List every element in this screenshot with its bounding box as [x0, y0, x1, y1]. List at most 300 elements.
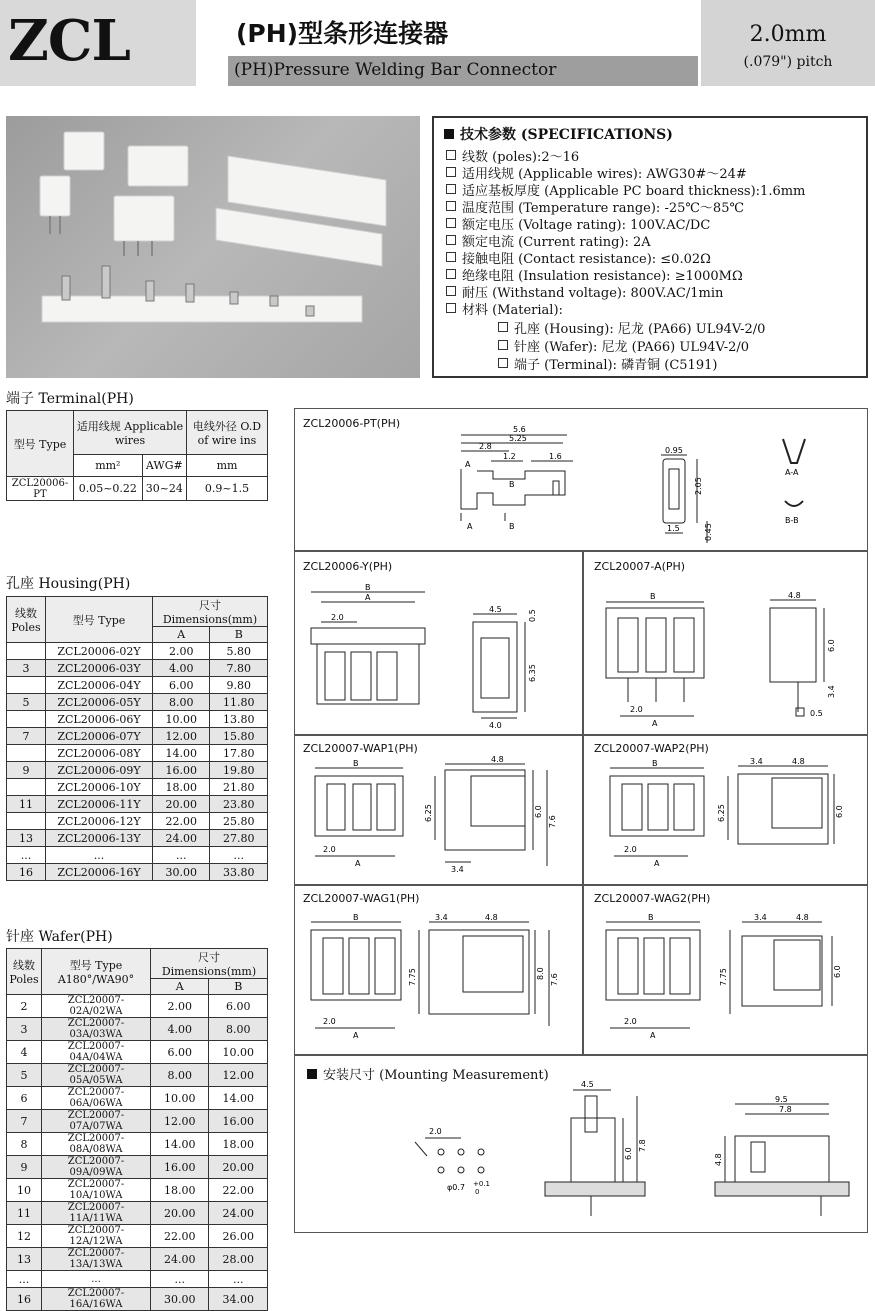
terminal-row-awg: 30~24 — [142, 477, 186, 501]
table-cell-a: 14.00 — [153, 745, 210, 762]
table-cell-a: 8.00 — [153, 694, 210, 711]
table-cell-poles: 9 — [7, 1156, 42, 1179]
dim-label: 2.0 — [624, 1017, 637, 1026]
table-cell-b: 21.80 — [210, 779, 268, 796]
dim-label: 6.0 — [624, 1147, 633, 1160]
table-cell-poles: 10 — [7, 1179, 42, 1202]
terminal-unit-awg: AWG# — [142, 455, 186, 477]
housing-col-b: B — [210, 627, 268, 643]
table-cell-type: ZCL20007-11A/11WA — [42, 1202, 151, 1225]
table-cell-poles: 13 — [7, 830, 46, 847]
table-row — [7, 1179, 268, 1202]
terminal-drawing — [295, 409, 867, 550]
drawing-terminal-pt — [294, 408, 868, 551]
drawing-title: ZCL20007-WAG1(PH) — [303, 892, 420, 905]
housing-col-type: 型号 Type — [46, 597, 153, 643]
material-line — [498, 336, 749, 355]
checkbox-square-icon — [446, 150, 456, 160]
housing-drawing — [295, 552, 582, 734]
table-cell-poles: 11 — [7, 1202, 42, 1225]
table-row — [7, 1087, 268, 1110]
dim-label: 8.0 — [536, 967, 545, 980]
table-cell-b: 20.00 — [209, 1156, 268, 1179]
table-cell-poles: 7 — [7, 728, 46, 745]
table-cell-a: 20.00 — [153, 796, 210, 813]
table-cell-poles — [7, 677, 46, 694]
table-cell-a: 30.00 — [151, 1288, 209, 1311]
table-cell-b: 25.80 — [210, 813, 268, 830]
table-cell-a: 24.00 — [153, 830, 210, 847]
mounting-heading-text: 安装尺寸 (Mounting Measurement) — [323, 1068, 549, 1083]
material-text: 针座 (Wafer): 尼龙 (PA66) UL94V-2/0 — [514, 340, 750, 355]
table-cell-type: ZCL20006-09Y — [46, 762, 153, 779]
terminal-unit-mm2: mm² — [74, 455, 143, 477]
table-cell-type: ZCL20007-03A/03WA — [42, 1018, 151, 1041]
table-row — [7, 1110, 268, 1133]
table-cell-poles: 4 — [7, 1041, 42, 1064]
drawing-title: ZCL20006-PT(PH) — [303, 417, 401, 430]
table-cell-poles — [7, 643, 46, 660]
spec-text: 材料 (Material): — [462, 303, 563, 318]
checkbox-square-icon — [498, 340, 508, 350]
checkbox-square-icon — [446, 201, 456, 211]
housing-col-a: A — [153, 627, 210, 643]
table-cell-poles: 3 — [7, 1018, 42, 1041]
drawing-housing-y — [294, 551, 583, 735]
dim-label: 5.6 — [513, 425, 526, 434]
table-cell-poles: 5 — [7, 694, 46, 711]
dim-label: 4.5 — [581, 1080, 594, 1089]
terminal-unit-mm: mm — [187, 455, 268, 477]
table-cell-poles: ... — [7, 1271, 42, 1288]
table-cell-type: ZCL20007-08A/08WA — [42, 1133, 151, 1156]
dim-label: A — [654, 859, 660, 868]
drawing-title: ZCL20007-WAG2(PH) — [594, 892, 711, 905]
material-text: 端子 (Terminal): 磷青铜 (C5191) — [514, 358, 718, 373]
dim-label: 3.4 — [750, 757, 763, 766]
section-label: A-A — [785, 468, 799, 477]
dim-label: 4.5 — [489, 605, 502, 614]
table-row — [7, 1018, 268, 1041]
table-cell-a: 16.00 — [151, 1156, 209, 1179]
dim-label: 7.6 — [548, 815, 557, 828]
table-row — [7, 1064, 268, 1087]
table-cell-type: ZCL20006-12Y — [46, 813, 153, 830]
dim-label: 3.4 — [827, 685, 836, 698]
table-row — [7, 1202, 268, 1225]
wafer-wap2-drawing — [584, 736, 867, 884]
table-cell-a: 10.00 — [153, 711, 210, 728]
table-row — [7, 813, 268, 830]
table-cell-a: 2.00 — [153, 643, 210, 660]
dim-label: B — [648, 913, 654, 922]
table-cell-poles: 8 — [7, 1133, 42, 1156]
terminal-col-wire: 适用线规 Applicable wires — [74, 411, 187, 455]
mounting-drawing — [295, 1056, 867, 1232]
dim-label: 9.5 — [775, 1095, 788, 1104]
table-cell-poles: 12 — [7, 1225, 42, 1248]
table-cell-poles: 13 — [7, 1248, 42, 1271]
table-row — [7, 1133, 268, 1156]
table-cell-a: ... — [153, 847, 210, 864]
table-cell-poles: 3 — [7, 660, 46, 677]
dim-label: 2.0 — [624, 845, 637, 854]
table-cell-b: 22.00 — [209, 1179, 268, 1202]
table-cell-type: ... — [42, 1271, 151, 1288]
table-cell-type: ZCL20006-03Y — [46, 660, 153, 677]
table-cell-a: 12.00 — [153, 728, 210, 745]
spec-text: 适用线规 (Applicable wires): AWG30#～24# — [462, 167, 747, 182]
spec-text: 额定电流 (Current rating): 2A — [462, 235, 651, 250]
spec-text: 额定电压 (Voltage rating): 100V.AC/DC — [462, 218, 711, 233]
section-label: A — [467, 522, 473, 531]
table-cell-poles: 6 — [7, 1087, 42, 1110]
table-cell-b: 7.80 — [210, 660, 268, 677]
table-row — [7, 847, 268, 864]
table-cell-type: ... — [46, 847, 153, 864]
dim-label: 1.2 — [503, 452, 516, 461]
table-cell-a: 22.00 — [153, 813, 210, 830]
dim-label: 2.0 — [429, 1127, 442, 1136]
housing-col-dimensions: 尺寸 Dimensions(mm) — [153, 597, 268, 627]
dim-label: 6.0 — [827, 639, 836, 652]
terminal-col-od: 电线外径 O.D of wire ins — [187, 411, 268, 455]
checkbox-square-icon — [446, 269, 456, 279]
dim-label: 7.75 — [408, 968, 417, 986]
table-cell-b: 8.00 — [209, 1018, 268, 1041]
specifications-box — [432, 116, 868, 378]
table-cell-b: 5.80 — [210, 643, 268, 660]
dim-label: 0 — [475, 1188, 480, 1196]
dim-label: 0.5 — [528, 609, 537, 622]
table-cell-poles — [7, 745, 46, 762]
dim-label: 2.0 — [323, 845, 336, 854]
table-row — [7, 830, 268, 847]
table-cell-a: 22.00 — [151, 1225, 209, 1248]
table-row — [7, 762, 268, 779]
table-row — [7, 1041, 268, 1064]
wafer-col-poles: 线数 Poles — [7, 949, 42, 995]
table-cell-b: 13.80 — [210, 711, 268, 728]
specifications-heading-text: 技术参数 (SPECIFICATIONS) — [460, 127, 673, 143]
table-row — [7, 728, 268, 745]
table-cell-a: 16.00 — [153, 762, 210, 779]
dim-label: 4.8 — [714, 1153, 723, 1166]
dim-label: 7.8 — [779, 1105, 792, 1114]
table-cell-b: 17.80 — [210, 745, 268, 762]
dim-label: 2.0 — [323, 1017, 336, 1026]
table-cell-poles: 16 — [7, 864, 46, 881]
dim-label: A — [652, 719, 658, 728]
dim-label: 4.8 — [796, 913, 809, 922]
table-cell-type: ZCL20007-02A/02WA — [42, 995, 151, 1018]
table-row — [7, 796, 268, 813]
table-cell-type: ZCL20007-16A/16WA — [42, 1288, 151, 1311]
terminal-row-model: ZCL20006-PT — [7, 477, 74, 501]
table-row — [7, 1288, 268, 1311]
table-cell-b: 27.80 — [210, 830, 268, 847]
table-cell-type: ZCL20006-04Y — [46, 677, 153, 694]
table-cell-a: 8.00 — [151, 1064, 209, 1087]
housing-table — [6, 596, 268, 881]
table-cell-a: ... — [151, 1271, 209, 1288]
table-cell-a: 30.00 — [153, 864, 210, 881]
table-cell-a: 18.00 — [151, 1179, 209, 1202]
page-title-english: (PH)Pressure Welding Bar Connector — [234, 60, 557, 80]
table-cell-type: ZCL20006-06Y — [46, 711, 153, 728]
table-cell-a: 20.00 — [151, 1202, 209, 1225]
product-photo — [6, 116, 420, 378]
table-cell-b: 12.00 — [209, 1064, 268, 1087]
dim-label: 7.8 — [638, 1139, 647, 1152]
table-cell-type: ZCL20007-09A/09WA — [42, 1156, 151, 1179]
table-cell-type: ZCL20006-05Y — [46, 694, 153, 711]
wafer-table — [6, 948, 268, 1311]
table-cell-b: 26.00 — [209, 1225, 268, 1248]
table-cell-a: 6.00 — [151, 1041, 209, 1064]
dim-label: 6.0 — [534, 805, 543, 818]
drawing-wafer-wap1 — [294, 735, 583, 885]
material-line — [498, 354, 717, 373]
table-row — [7, 1271, 268, 1288]
table-cell-b: 19.80 — [210, 762, 268, 779]
dim-label: A — [650, 1031, 656, 1040]
dim-label: 6.0 — [833, 965, 842, 978]
pitch-inch: (.079") pitch — [743, 54, 833, 70]
dim-label: 3.4 — [451, 865, 464, 874]
dim-label: 0.95 — [665, 446, 683, 455]
dim-label: A — [355, 859, 361, 868]
table-cell-poles — [7, 813, 46, 830]
checkbox-square-icon — [446, 286, 456, 296]
spec-text: 适应基板厚度 (Applicable PC board thickness):1.6mm — [462, 184, 806, 199]
drawing-wafer-wag2 — [583, 885, 868, 1055]
specifications-heading — [444, 124, 673, 144]
table-cell-type: ZCL20007-13A/13WA — [42, 1248, 151, 1271]
pitch-mm: 2.0mm — [749, 22, 827, 47]
table-cell-a: 24.00 — [151, 1248, 209, 1271]
checkbox-square-icon — [446, 218, 456, 228]
table-cell-type: ZCL20007-07A/07WA — [42, 1110, 151, 1133]
table-row — [7, 1225, 268, 1248]
spec-text: 接触电阻 (Contact resistance): ≤0.02Ω — [462, 252, 711, 267]
dim-label: B — [353, 759, 359, 768]
drawing-wafer-a — [583, 551, 868, 735]
dim-label: +0.1 — [473, 1180, 490, 1188]
dim-label: B — [365, 583, 371, 592]
table-row — [7, 1248, 268, 1271]
section-label: B — [509, 480, 515, 489]
dim-label: 2.05 — [694, 477, 703, 495]
dim-label: 2.8 — [479, 442, 492, 451]
table-cell-a: 18.00 — [153, 779, 210, 796]
spec-text: 线数 (poles):2～16 — [462, 150, 580, 165]
table-cell-type: ZCL20007-10A/10WA — [42, 1179, 151, 1202]
table-row — [7, 660, 268, 677]
dim-label: 4.8 — [485, 913, 498, 922]
dim-label: φ0.7 — [447, 1183, 465, 1192]
table-cell-type: ZCL20006-02Y — [46, 643, 153, 660]
table-cell-b: 16.00 — [209, 1110, 268, 1133]
table-cell-type: ZCL20006-07Y — [46, 728, 153, 745]
table-cell-a: 4.00 — [151, 1018, 209, 1041]
wafer-col-b: B — [209, 979, 268, 995]
drawing-title: ZCL20007-WAP1(PH) — [303, 742, 418, 755]
wafer-col-dimensions: 尺寸 Dimensions(mm) — [151, 949, 268, 979]
dim-label: A — [365, 593, 371, 602]
table-cell-type: ZCL20006-08Y — [46, 745, 153, 762]
table-cell-type: ZCL20006-10Y — [46, 779, 153, 796]
terminal-table — [6, 410, 268, 501]
section-label: A — [465, 460, 471, 469]
wafer-col-a: A — [151, 979, 209, 995]
table-cell-type: ZCL20007-05A/05WA — [42, 1064, 151, 1087]
checkbox-square-icon — [498, 322, 508, 332]
drawing-wafer-wap2 — [583, 735, 868, 885]
table-cell-b: 11.80 — [210, 694, 268, 711]
table-cell-b: 23.80 — [210, 796, 268, 813]
checkbox-square-icon — [446, 167, 456, 177]
checkbox-square-icon — [446, 235, 456, 245]
drawing-title: ZCL20006-Y(PH) — [303, 560, 393, 573]
table-cell-a: 2.00 — [151, 995, 209, 1018]
table-cell-b: 24.00 — [209, 1202, 268, 1225]
table-cell-b: 10.00 — [209, 1041, 268, 1064]
terminal-row-mm2: 0.05~0.22 — [74, 477, 143, 501]
checkbox-square-icon — [446, 184, 456, 194]
table-cell-b: 33.80 — [210, 864, 268, 881]
wafer-wag1-drawing — [295, 886, 582, 1054]
table-cell-poles: 2 — [7, 995, 42, 1018]
table-cell-poles: 7 — [7, 1110, 42, 1133]
section-label: B-B — [785, 516, 799, 525]
wafer-a-drawing — [584, 552, 867, 734]
table-cell-type: ZCL20006-13Y — [46, 830, 153, 847]
drawing-mounting — [294, 1055, 868, 1233]
table-cell-b: 18.00 — [209, 1133, 268, 1156]
table-cell-type: ZCL20007-06A/06WA — [42, 1087, 151, 1110]
table-cell-poles — [7, 711, 46, 728]
table-cell-poles: ... — [7, 847, 46, 864]
table-row — [7, 643, 268, 660]
dim-label: 0.45 — [704, 523, 713, 541]
drawing-title: ZCL20007-WAP2(PH) — [594, 742, 709, 755]
table-row — [7, 995, 268, 1018]
table-cell-a: 4.00 — [153, 660, 210, 677]
dim-label: B — [353, 913, 359, 922]
table-row — [7, 779, 268, 796]
checkbox-square-icon — [446, 252, 456, 262]
dim-label: 6.25 — [717, 804, 726, 822]
dim-label: B — [652, 759, 658, 768]
checkbox-square-icon — [446, 303, 456, 313]
table-cell-type: ZCL20006-11Y — [46, 796, 153, 813]
dim-label: 5.25 — [509, 434, 527, 443]
dim-label: 6.35 — [528, 664, 537, 682]
dim-label: 4.8 — [491, 755, 504, 764]
dim-label: 2.0 — [331, 613, 344, 622]
dim-label: 0.5 — [810, 709, 823, 718]
table-row — [7, 694, 268, 711]
table-row — [7, 864, 268, 881]
dim-label: 6.0 — [835, 805, 844, 818]
product-photo-illustration — [6, 116, 420, 378]
table-cell-b: 9.80 — [210, 677, 268, 694]
table-cell-type: ZCL20007-12A/12WA — [42, 1225, 151, 1248]
dim-label: 2.0 — [630, 705, 643, 714]
table-row — [7, 711, 268, 728]
dim-label: 1.5 — [667, 524, 680, 533]
dim-label: B — [650, 592, 656, 601]
dim-label: 1.6 — [549, 452, 562, 461]
table-cell-b: 34.00 — [209, 1288, 268, 1311]
dim-label: 4.8 — [788, 591, 801, 600]
dim-label: 7.75 — [719, 968, 728, 986]
wafer-heading: 针座 Wafer(PH) — [6, 929, 113, 945]
dim-label: 4.0 — [489, 721, 502, 730]
material-text: 孔座 (Housing): 尼龙 (PA66) UL94V-2/0 — [514, 322, 766, 337]
terminal-heading: 端子 Terminal(PH) — [6, 391, 134, 407]
housing-col-poles: 线数 Poles — [7, 597, 46, 643]
spec-text: 耐压 (Withstand voltage): 800V.AC/1min — [462, 286, 724, 301]
table-cell-poles — [7, 779, 46, 796]
material-line — [498, 318, 765, 337]
spec-line — [446, 299, 563, 318]
table-cell-a: 10.00 — [151, 1087, 209, 1110]
table-cell-b: ... — [210, 847, 268, 864]
table-row — [7, 677, 268, 694]
section-label: B — [509, 522, 515, 531]
table-row — [7, 1156, 268, 1179]
drawing-wafer-wag1 — [294, 885, 583, 1055]
checkbox-square-icon — [498, 358, 508, 368]
table-cell-poles: 11 — [7, 796, 46, 813]
page-title-chinese: (PH)型条形连接器 — [236, 19, 449, 48]
dim-label: 3.4 — [435, 913, 448, 922]
bullet-square-icon — [444, 129, 454, 139]
dim-label: 6.25 — [424, 804, 433, 822]
table-cell-b: 14.00 — [209, 1087, 268, 1110]
company-logo: ZCL — [8, 8, 130, 74]
table-cell-poles: 9 — [7, 762, 46, 779]
table-cell-a: 14.00 — [151, 1133, 209, 1156]
wafer-wap1-drawing — [295, 736, 582, 884]
terminal-row-od: 0.9~1.5 — [187, 477, 268, 501]
table-cell-a: 6.00 — [153, 677, 210, 694]
dim-label: 3.4 — [754, 913, 767, 922]
dim-label: A — [353, 1031, 359, 1040]
table-cell-b: ... — [209, 1271, 268, 1288]
spec-text: 绝缘电阻 (Insulation resistance): ≥1000MΩ — [462, 269, 743, 284]
table-cell-b: 6.00 — [209, 995, 268, 1018]
drawing-title: ZCL20007-A(PH) — [594, 560, 686, 573]
dim-label: 4.8 — [792, 757, 805, 766]
table-cell-poles: 5 — [7, 1064, 42, 1087]
table-cell-b: 28.00 — [209, 1248, 268, 1271]
table-cell-poles: 16 — [7, 1288, 42, 1311]
table-cell-b: 15.80 — [210, 728, 268, 745]
table-cell-type: ZCL20007-04A/04WA — [42, 1041, 151, 1064]
terminal-col-model: 型号 Type — [7, 411, 74, 477]
table-cell-type: ZCL20006-16Y — [46, 864, 153, 881]
wafer-wag2-drawing — [584, 886, 867, 1054]
spec-text: 温度范围 (Temperature range): -25℃～85℃ — [462, 201, 745, 216]
wafer-col-type: 型号 Type A180°/WA90° — [42, 949, 151, 995]
housing-heading: 孔座 Housing(PH) — [6, 576, 131, 592]
dim-label: 7.6 — [550, 973, 559, 986]
table-cell-a: 12.00 — [151, 1110, 209, 1133]
table-row — [7, 745, 268, 762]
